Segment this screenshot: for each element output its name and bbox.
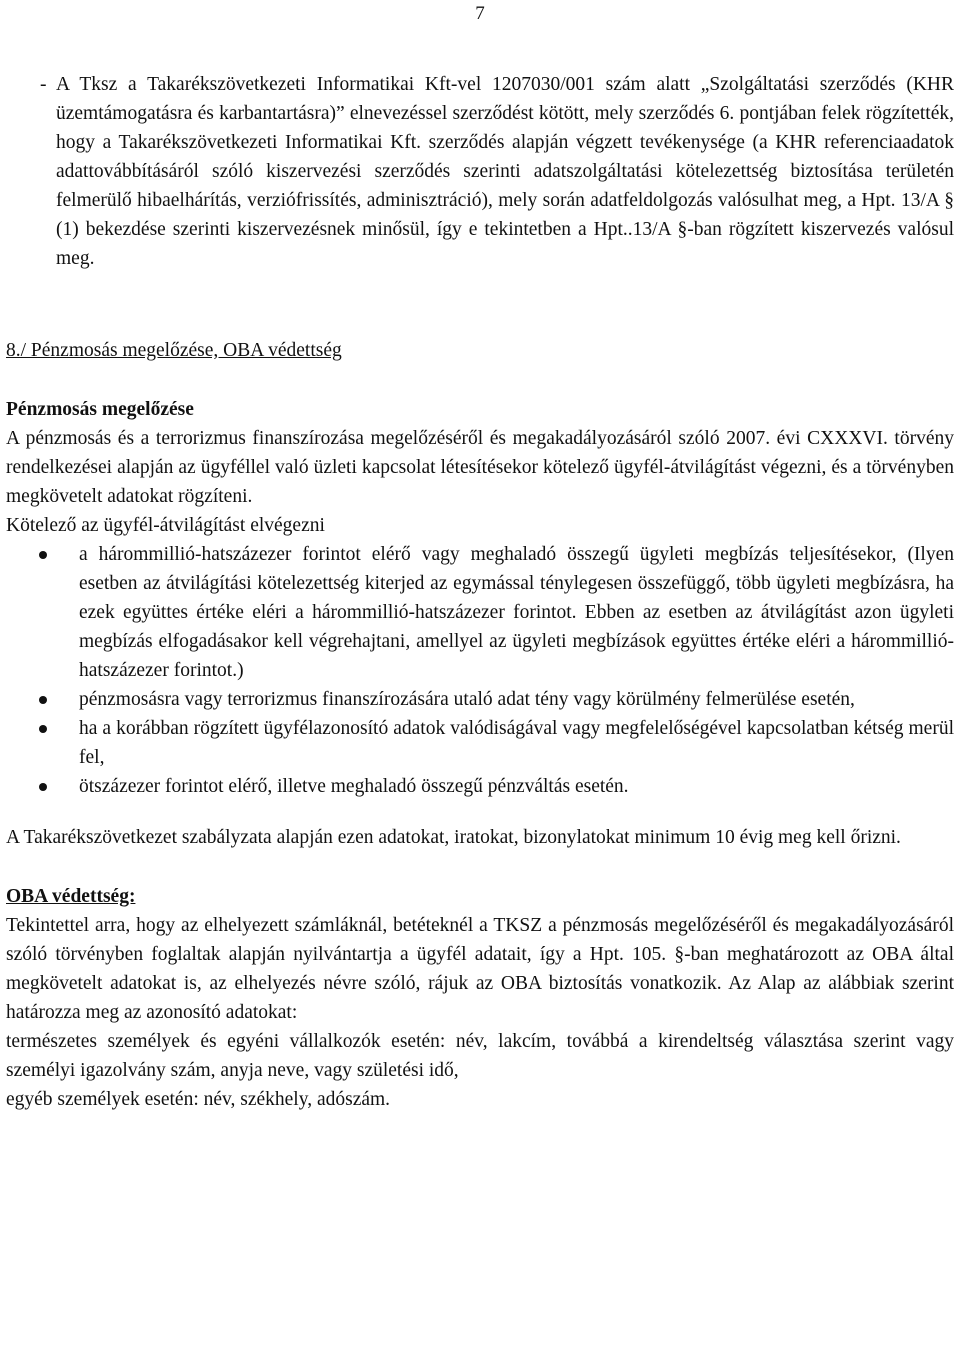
list-item [6, 685, 954, 714]
bullet-icon [39, 725, 47, 733]
intro-dash-item [6, 70, 954, 273]
oba-natural-persons: természetes személyek és egyéni vállalkozók esetén: név, lakcím, továbbá a kirendeltség választása szerint vagy személyi igazolvány szám, anyja neve, vagy születési idő, [6, 1031, 954, 1081]
intro-text: A Tksz a Takarékszövetkezeti Informatikai Kft-vel 1207030/001 szám alatt „Szolgáltatási szerződés (KHR üzemtámogatásra és karbantartásra)” elnevezéssel szerződést kötött, mely szerződés 6. pontjában felek rögzítették, hogy a Takarékszövetkezeti Informatikai Kft. szerződés alapján végzett tevékenysége (a KHR referenciaadatok adattovábbításáról szóló kiszervezési szerződés szerinti adatszolgáltatási kötelezettség biztosítása területén felmerülő hibaelhárítás, verziófrissítés, adminisztráció), mely során adatfeldolgozás valósulhat meg, a Hpt. 13/A § (1) bekezdése szerinti kiszervezésnek minősül, így e tekintetben a Hpt..13/A §-ban rögzített kiszervezés valósul meg. [56, 74, 954, 269]
list-intro: Kötelező az ügyfél-átvilágítást elvégezni [6, 515, 325, 536]
oba-other-persons: egyéb személyek esetén: név, székhely, adószám. [6, 1089, 391, 1110]
aml-paragraph: A pénzmosás és a terrorizmus finanszírozása megelőzéséről és megakadályozásáról szóló 2007. évi CXXXVI. törvény rendelkezései alapján az ügyféllel való üzleti kapcsolat létesítésekor kötelező ügyfél-átvilágítást végezni, és a törvényben megkövetelt adatokat rögzíteni. [6, 428, 954, 507]
oba-paragraph: Tekintettel arra, hogy az elhelyezett számláknál, betéteknél a TKSZ a pénzmosás megelőzéséről és megakadályozásáról szóló törvényben foglaltak alapján nyilvántartja a ügyfél adatait, így a Hpt. 105. §-ban meghatározott az OBA által megkövetelt adatokat is, az elhelyezés névre szóló, rájuk az OBA biztosítás vonatkozik. Az Alap az alábbiak szerint határozza meg az azonosító adatokat: [6, 915, 954, 1023]
list-item-text: ötszázezer forintot elérő, illetve meghaladó összegű pénzváltás esetén. [79, 776, 629, 797]
dash-marker: - [40, 74, 47, 95]
spacer [6, 273, 954, 336]
spacer [6, 852, 954, 882]
oba-title: OBA védettség: [6, 886, 136, 907]
document-body [6, 70, 954, 1114]
spacer [6, 801, 954, 823]
list-item [6, 540, 954, 685]
list-item [6, 772, 954, 801]
retention-paragraph: A Takarékszövetkezet szabályzata alapján ezen adatokat, iratokat, bizonylatokat minimum 10 évig meg kell őrizni. [6, 827, 901, 848]
bullet-icon [39, 783, 47, 791]
list-item-text: pénzmosásra vagy terrorizmus finanszírozására utaló adat tény vagy körülmény felmerülése esetén, [79, 689, 855, 710]
list-item [6, 714, 954, 772]
section-title: 8./ Pénzmosás megelőzése, OBA védettség [6, 340, 342, 361]
spacer [6, 365, 954, 395]
bullet-icon [39, 551, 47, 559]
list-item-text: ha a korábban rögzített ügyfélazonosító adatok valódiságával vagy megfelelőségével kapcsolatban kétség merül fel, [79, 718, 954, 768]
bullet-icon [39, 696, 47, 704]
page-number: 7 [475, 3, 485, 24]
section-subtitle: Pénzmosás megelőzése [6, 399, 194, 420]
list-item-text: a hárommillió-hatszázezer forintot elérő vagy meghaladó összegű ügyleti megbízás teljesítésekor, (Ilyen esetben az átvilágítási kötelezettség kiterjed az egymással ténylegesen összefüggő, több ügyleti megbízásra, ha ezek együttes értéke eléri a hárommillió-hatszázezer forintot. Ebben az esetben az átvilágítást azon ügyleti megbízás elfogadásakor kell végrehajtani, amellyel az ügyleti megbízások együttes értéke eléri a hárommillió-hatszázezer forintot.) [79, 544, 954, 681]
obligation-list [6, 540, 954, 801]
